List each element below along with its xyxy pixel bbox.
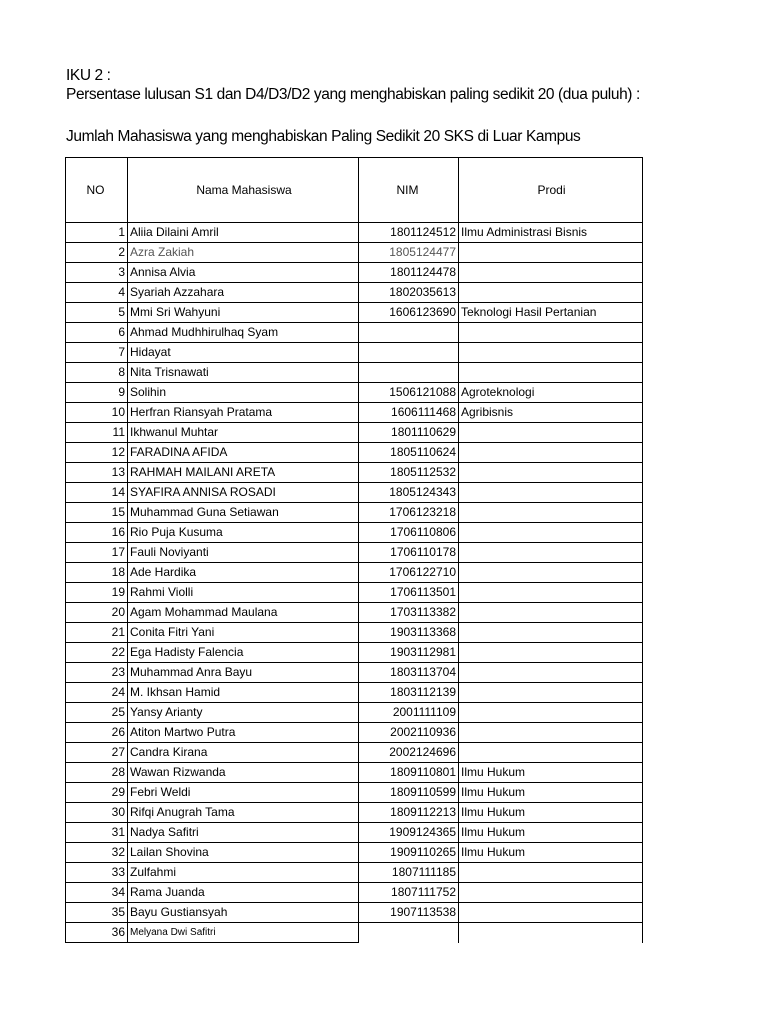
- row-no: 17: [66, 543, 128, 563]
- row-prodi: [459, 703, 643, 723]
- row-nim: 1706113501: [359, 583, 459, 603]
- row-prodi: [459, 423, 643, 443]
- row-prodi: [459, 243, 643, 263]
- row-no: 10: [66, 403, 128, 423]
- row-nim: 1809110599: [359, 783, 459, 803]
- row-nim: 1903113368: [359, 623, 459, 643]
- row-name: FARADINA AFIDA: [128, 443, 359, 463]
- row-no: 7: [66, 343, 128, 363]
- row-name: Wawan Rizwanda: [128, 763, 359, 783]
- table-row: [66, 643, 643, 663]
- table-row: [66, 923, 643, 943]
- row-no: 32: [66, 843, 128, 863]
- row-prodi: [459, 563, 643, 583]
- row-name: Azra Zakiah: [128, 243, 359, 263]
- row-name: Muhammad Guna Setiawan: [128, 503, 359, 523]
- row-no: 6: [66, 323, 128, 343]
- row-nim: [359, 363, 459, 383]
- row-name: Ikhwanul Muhtar: [128, 423, 359, 443]
- row-prodi: [459, 323, 643, 343]
- table-row: [66, 483, 643, 503]
- row-nim: 1907113538: [359, 903, 459, 923]
- row-no: 5: [66, 303, 128, 323]
- table-row: [66, 243, 643, 263]
- table-header-row: [66, 158, 643, 223]
- table-row: [66, 303, 643, 323]
- row-name: RAHMAH MAILANI ARETA: [128, 463, 359, 483]
- row-name: Lailan Shovina: [128, 843, 359, 863]
- row-name: Ade Hardika: [128, 563, 359, 583]
- row-no: 8: [66, 363, 128, 383]
- row-no: 3: [66, 263, 128, 283]
- table-row: [66, 383, 643, 403]
- row-name: Ahmad Mudhhirulhaq Syam: [128, 323, 359, 343]
- row-name: Yansy Arianty: [128, 703, 359, 723]
- row-no: 18: [66, 563, 128, 583]
- sheet-title: Persentase lulusan S1 dan D4/D3/D2 yang menghabiskan paling sedikit 20 (dua puluh) :: [66, 86, 640, 103]
- row-nim: 1803112139: [359, 683, 459, 703]
- table-row: [66, 743, 643, 763]
- row-prodi: Teknologi Hasil Pertanian: [459, 303, 643, 323]
- row-nim: 1801124478: [359, 263, 459, 283]
- row-nim: 1807111752: [359, 883, 459, 903]
- row-nim: 1903112981: [359, 643, 459, 663]
- table-row: [66, 523, 643, 543]
- row-name: M. Ikhsan Hamid: [128, 683, 359, 703]
- row-no: 11: [66, 423, 128, 443]
- row-prodi: [459, 363, 643, 383]
- table-row: [66, 863, 643, 883]
- row-name: Mmi Sri Wahyuni: [128, 303, 359, 323]
- row-name: Nadya Safitri: [128, 823, 359, 843]
- row-nim: 1606111468: [359, 403, 459, 423]
- row-nim: 1802035613: [359, 283, 459, 303]
- row-prodi: [459, 463, 643, 483]
- row-name: Fauli Noviyanti: [128, 543, 359, 563]
- row-prodi: [459, 863, 643, 883]
- row-no: 9: [66, 383, 128, 403]
- row-no: 22: [66, 643, 128, 663]
- row-no: 24: [66, 683, 128, 703]
- row-prodi: [459, 663, 643, 683]
- row-name: Zulfahmi: [128, 863, 359, 883]
- table-row: [66, 803, 643, 823]
- row-nim: 2002110936: [359, 723, 459, 743]
- row-no: 36: [66, 923, 128, 943]
- row-name: Syariah Azzahara: [128, 283, 359, 303]
- table-row: [66, 283, 643, 303]
- row-nim: 1805110624: [359, 443, 459, 463]
- row-prodi: [459, 723, 643, 743]
- row-prodi: [459, 683, 643, 703]
- header-name: Nama Mahasiswa: [128, 158, 359, 223]
- row-prodi: Agroteknologi: [459, 383, 643, 403]
- row-name: Rama Juanda: [128, 883, 359, 903]
- row-nim: 2001111109: [359, 703, 459, 723]
- row-prodi: Ilmu Hukum: [459, 803, 643, 823]
- row-prodi: [459, 623, 643, 643]
- row-name: Aliia Dilaini Amril: [128, 223, 359, 243]
- row-name: SYAFIRA ANNISA ROSADI: [128, 483, 359, 503]
- table-row: [66, 363, 643, 383]
- row-nim: 1809112213: [359, 803, 459, 823]
- table-row: [66, 883, 643, 903]
- row-no: 29: [66, 783, 128, 803]
- row-name: Rifqi Anugrah Tama: [128, 803, 359, 823]
- table-row: [66, 423, 643, 443]
- row-nim: 2002124696: [359, 743, 459, 763]
- row-prodi: [459, 583, 643, 603]
- row-no: 16: [66, 523, 128, 543]
- row-no: 14: [66, 483, 128, 503]
- table-row: [66, 343, 643, 363]
- row-prodi: [459, 543, 643, 563]
- table-row: [66, 683, 643, 703]
- table-row: [66, 463, 643, 483]
- row-prodi: [459, 643, 643, 663]
- row-prodi: [459, 343, 643, 363]
- table-row: [66, 723, 643, 743]
- row-prodi: [459, 443, 643, 463]
- row-no: 21: [66, 623, 128, 643]
- row-nim: 1703113382: [359, 603, 459, 623]
- row-no: 12: [66, 443, 128, 463]
- row-nim: 1706123218: [359, 503, 459, 523]
- row-prodi: [459, 483, 643, 503]
- row-prodi: Ilmu Hukum: [459, 763, 643, 783]
- table-row: [66, 783, 643, 803]
- table-row: [66, 503, 643, 523]
- row-no: 1: [66, 223, 128, 243]
- row-prodi: Ilmu Hukum: [459, 783, 643, 803]
- row-no: 13: [66, 463, 128, 483]
- row-nim: 1805124343: [359, 483, 459, 503]
- row-nim: 1805124477: [359, 243, 459, 263]
- row-no: 23: [66, 663, 128, 683]
- row-no: 26: [66, 723, 128, 743]
- table-row: [66, 263, 643, 283]
- table-row: [66, 583, 643, 603]
- row-name: Solihin: [128, 383, 359, 403]
- table-row: [66, 763, 643, 783]
- row-name: Herfran Riansyah Pratama: [128, 403, 359, 423]
- row-no: 25: [66, 703, 128, 723]
- row-nim: 1706110178: [359, 543, 459, 563]
- row-nim: [359, 323, 459, 343]
- row-name: Bayu Gustiansyah: [128, 903, 359, 923]
- table-row: [66, 703, 643, 723]
- table-row: [66, 843, 643, 863]
- sheet-code: IKU 2 :: [66, 67, 111, 84]
- row-prodi: Ilmu Administrasi Bisnis: [459, 223, 643, 243]
- row-prodi: [459, 603, 643, 623]
- header-prodi: Prodi: [459, 158, 643, 223]
- students-table: [65, 157, 643, 943]
- row-nim: 1909110265: [359, 843, 459, 863]
- row-no: 31: [66, 823, 128, 843]
- row-no: 2: [66, 243, 128, 263]
- row-prodi: [459, 283, 643, 303]
- row-no: 33: [66, 863, 128, 883]
- row-name: Hidayat: [128, 343, 359, 363]
- row-no: 4: [66, 283, 128, 303]
- row-prodi: [459, 263, 643, 283]
- row-no: 15: [66, 503, 128, 523]
- table-row: [66, 223, 643, 243]
- table-row: [66, 403, 643, 423]
- row-name: Candra Kirana: [128, 743, 359, 763]
- row-nim: [359, 923, 459, 943]
- row-name: Rio Puja Kusuma: [128, 523, 359, 543]
- header-nim: NIM: [359, 158, 459, 223]
- row-prodi: [459, 883, 643, 903]
- row-nim: 1801110629: [359, 423, 459, 443]
- row-no: 20: [66, 603, 128, 623]
- row-name: Nita Trisnawati: [128, 363, 359, 383]
- table-row: [66, 603, 643, 623]
- row-prodi: [459, 503, 643, 523]
- row-no: 19: [66, 583, 128, 603]
- table-row: [66, 323, 643, 343]
- row-name: Agam Mohammad Maulana: [128, 603, 359, 623]
- header-no: NO: [66, 158, 128, 223]
- row-nim: 1809110801: [359, 763, 459, 783]
- row-no: 30: [66, 803, 128, 823]
- row-nim: 1909124365: [359, 823, 459, 843]
- row-prodi: [459, 743, 643, 763]
- row-name: Rahmi Violli: [128, 583, 359, 603]
- row-nim: [359, 343, 459, 363]
- table-row: [66, 823, 643, 843]
- row-nim: 1807111185: [359, 863, 459, 883]
- row-nim: 1801124512: [359, 223, 459, 243]
- table-row: [66, 543, 643, 563]
- table-row: [66, 903, 643, 923]
- row-name: Melyana Dwi Safitri: [128, 923, 359, 943]
- row-name: Muhammad Anra Bayu: [128, 663, 359, 683]
- sheet-subtitle: Jumlah Mahasiswa yang menghabiskan Paling Sedikit 20 SKS di Luar Kampus: [66, 128, 581, 145]
- row-no: 34: [66, 883, 128, 903]
- row-prodi: [459, 523, 643, 543]
- table-row: [66, 443, 643, 463]
- row-prodi: Ilmu Hukum: [459, 823, 643, 843]
- row-nim: 1803113704: [359, 663, 459, 683]
- row-nim: 1805112532: [359, 463, 459, 483]
- row-name: Febri Weldi: [128, 783, 359, 803]
- row-name: Ega Hadisty Falencia: [128, 643, 359, 663]
- row-prodi: Ilmu Hukum: [459, 843, 643, 863]
- row-nim: 1606123690: [359, 303, 459, 323]
- table-row: [66, 623, 643, 643]
- row-prodi: Agribisnis: [459, 403, 643, 423]
- row-nim: 1706110806: [359, 523, 459, 543]
- row-prodi: [459, 903, 643, 923]
- row-nim: 1506121088: [359, 383, 459, 403]
- table-row: [66, 663, 643, 683]
- row-prodi: [459, 923, 643, 943]
- row-no: 27: [66, 743, 128, 763]
- row-name: Conita Fitri Yani: [128, 623, 359, 643]
- table-row: [66, 563, 643, 583]
- row-name: Annisa Alvia: [128, 263, 359, 283]
- row-nim: 1706122710: [359, 563, 459, 583]
- row-name: Atiton Martwo Putra: [128, 723, 359, 743]
- row-no: 35: [66, 903, 128, 923]
- row-no: 28: [66, 763, 128, 783]
